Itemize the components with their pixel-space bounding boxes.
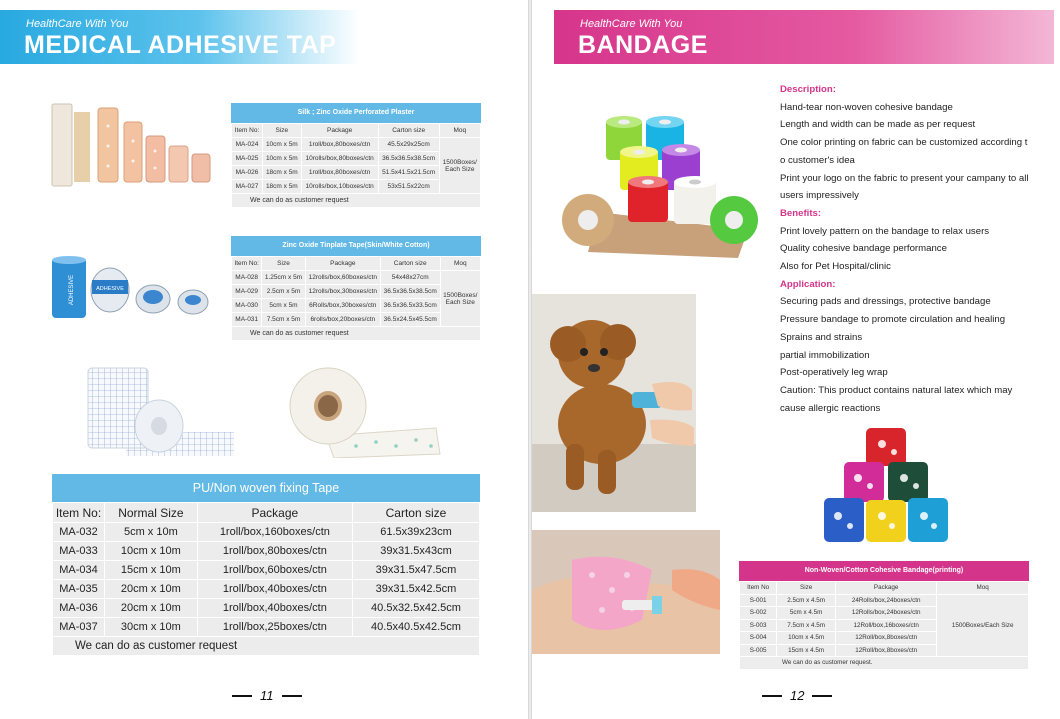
zinc-oxide-tape-photo (48, 254, 214, 320)
table-row (232, 271, 481, 285)
table-header: Item No: (232, 124, 263, 138)
printed-bandage-pyramid-photo (824, 426, 952, 546)
iv-hand-bandage-photo (532, 530, 720, 654)
page-number-text: 11 (260, 688, 274, 703)
moq-line: 1500Boxes/ (442, 158, 477, 166)
table-header: Package (301, 124, 378, 138)
table-header: Size (777, 582, 836, 595)
table-cell: 1roll/box,60boxes/ctn (197, 561, 352, 580)
table-cell: S-003 (740, 619, 777, 632)
dash-decor (762, 695, 782, 697)
table-cell: 45.5x29x25cm (378, 138, 439, 152)
text-line: partial immobilization (780, 349, 870, 361)
left-page-number (232, 688, 302, 703)
moq-cell (440, 271, 480, 327)
table-cell: 51.5x41.5x21.5cm (378, 166, 439, 180)
table-header: Moq (440, 257, 480, 271)
table-cell: 5cm x 10m (105, 523, 198, 542)
table-cell: 18cm x 5m (263, 180, 302, 194)
table-row (53, 580, 480, 599)
cohesive-table-caption: Non-Woven/Cotton Cohesive Bandage(printing) (739, 561, 1029, 581)
table-cell: MA-027 (232, 180, 263, 194)
table-cell: 10cm x 10m (105, 542, 198, 561)
left-tagline: HealthCare With You (26, 18, 129, 30)
table-note: We can do as customer request. (740, 657, 1029, 670)
text-line: Securing pads and dressings, protective bandage (780, 296, 991, 308)
table-header-row (232, 257, 481, 271)
table-cell: MA-034 (53, 561, 105, 580)
moq-line: 1500Boxes/ (443, 291, 478, 299)
table-cell: 5cm x 5m (262, 299, 305, 313)
table-row (740, 594, 1029, 607)
table-cell: S-001 (740, 594, 777, 607)
table-row (53, 542, 480, 561)
description-heading: Description: (780, 84, 836, 95)
page-number-text: 12 (790, 688, 805, 703)
text-line: Length and width can be made as per request (780, 119, 976, 131)
right-tagline: HealthCare With You (580, 18, 683, 30)
table-cell: 12Roll/box,8boxes/ctn (836, 644, 937, 657)
table-cell: MA-029 (232, 285, 262, 299)
text-line: Post-operatively leg wrap (780, 367, 888, 379)
table-cell: 6rolls/box,20boxes/ctn (305, 313, 380, 327)
table-cell: MA-032 (53, 523, 105, 542)
table-cell: 36.5x36.5x38.5cm (380, 285, 440, 299)
text-line: cause allergic reactions (780, 402, 881, 414)
table-cell: 12Rolls/box,24boxes/ctn (836, 607, 937, 620)
benefits-heading: Benefits: (780, 207, 822, 219)
table-cell: 39x31.5x47.5cm (352, 561, 479, 580)
pu-table-caption: PU/Non woven fixing Tape (52, 474, 480, 502)
moq-line: Each Size (445, 165, 475, 173)
table-cell: 36.5x36.5x33.5cm (380, 299, 440, 313)
table-note: We can do as customer request (232, 194, 481, 208)
table-cell: 7.5cm x 4.5m (777, 619, 836, 632)
non-woven-roll-photo (286, 366, 442, 458)
dash-decor (812, 695, 832, 697)
table-cell: 12rolls/box,60boxes/ctn (305, 271, 380, 285)
table-cell: 10cm x 4.5m (777, 632, 836, 645)
right-page (532, 0, 1060, 719)
table-cell: 10cm x 5m (263, 152, 302, 166)
pu-fixing-tape-table (52, 474, 480, 656)
left-banner (0, 10, 360, 64)
table-row (232, 138, 481, 152)
table-cell: 2.5cm x 5m (262, 285, 305, 299)
table-cell: 1roll/box,80boxes/ctn (197, 542, 352, 561)
table-cell: MA-030 (232, 299, 262, 313)
application-heading: Application: (780, 278, 836, 290)
table-cell: 54x48x27cm (380, 271, 440, 285)
table-cell: 10rolls/box,10boxes/ctn (301, 180, 378, 194)
zinc-tape-table (231, 236, 481, 341)
table-header: Package (836, 582, 937, 595)
table-cell: MA-036 (53, 599, 105, 618)
table-cell: 61.5x39x23cm (352, 523, 479, 542)
table-cell: S-002 (740, 607, 777, 620)
table-cell: 1.25cm x 5m (262, 271, 305, 285)
table-cell: MA-033 (53, 542, 105, 561)
table-cell: 39x31.5x42.5cm (352, 580, 479, 599)
table-note: We can do as customer request (232, 327, 481, 341)
table-cell: S-004 (740, 632, 777, 645)
moq-line: Each Size (445, 298, 475, 306)
right-page-number (762, 688, 832, 703)
dash-decor (232, 695, 252, 697)
table-header-row (232, 124, 481, 138)
table-cell: 15cm x 4.5m (777, 644, 836, 657)
bandage-description (780, 81, 1055, 417)
tin-label: ADHESIVE (96, 286, 124, 292)
table-cell: 10rolls/box,80boxes/ctn (301, 152, 378, 166)
table-cell: 40.5x40.5x42.5cm (352, 618, 479, 637)
table-cell: 36.5x24.5x45.5cm (380, 313, 440, 327)
table-cell: MA-031 (232, 313, 262, 327)
table-cell: MA-035 (53, 580, 105, 599)
table-header: Item No: (53, 503, 105, 523)
cohesive-bandage-table (739, 561, 1029, 670)
table-cell: MA-028 (232, 271, 262, 285)
text-line: Also for Pet Hospital/clinic (780, 261, 891, 273)
table-row (53, 561, 480, 580)
table-cell: 5cm x 4.5m (777, 607, 836, 620)
tin-label: ADHESIVE (69, 274, 75, 306)
table-cell: MA-024 (232, 138, 263, 152)
table-cell: 7.5cm x 5m (262, 313, 305, 327)
left-page (0, 0, 528, 719)
table-cell: 12Roll/box,16boxes/ctn (836, 619, 937, 632)
zinc-table-caption: Zinc Oxide Tinplate Tape(Skin/White Cotton) (231, 236, 481, 256)
table-cell: 1roll/box,80boxes/ctn (301, 138, 378, 152)
table-header: Package (305, 257, 380, 271)
table-header: Item No: (232, 257, 262, 271)
table-header: Moq (439, 124, 480, 138)
table-header: Carton size (378, 124, 439, 138)
moq-cell: 1500Boxes/Each Size (937, 594, 1029, 657)
table-cell: 10cm x 5m (263, 138, 302, 152)
table-cell: 1roll/box,25boxes/ctn (197, 618, 352, 637)
table-cell: 18cm x 5m (263, 166, 302, 180)
table-cell: 20cm x 10m (105, 580, 198, 599)
text-line: Print lovely pattern on the bandage to relax users (780, 225, 990, 237)
text-line: Sprains and strains (780, 331, 863, 343)
table-cell: 39x31.5x43cm (352, 542, 479, 561)
table-cell: MA-025 (232, 152, 263, 166)
table-cell: 12rolls/box,30boxes/ctn (305, 285, 380, 299)
colorful-bandage-rolls-photo (558, 112, 764, 262)
dog-with-bandage-photo (532, 294, 696, 512)
table-header: Size (263, 124, 302, 138)
table-header: Carton size (352, 503, 479, 523)
text-line: Hand-tear non-woven cohesive bandage (780, 101, 953, 113)
text-line: Print your logo on the fabric to present your campany to all (780, 172, 1029, 184)
table-cell: 20cm x 10m (105, 599, 198, 618)
table-header: Package (197, 503, 352, 523)
table-cell: MA-037 (53, 618, 105, 637)
table-cell: 1roll/box,80boxes/ctn (301, 166, 378, 180)
table-header-row (53, 503, 480, 523)
moq-cell (439, 138, 480, 194)
table-cell: 1roll/box,160boxes/ctn (197, 523, 352, 542)
text-line: o customer's idea (780, 154, 855, 166)
table-row (53, 618, 480, 637)
table-cell: 36.5x36.5x38.5cm (378, 152, 439, 166)
table-header: Size (262, 257, 305, 271)
table-header: Carton size (380, 257, 440, 271)
table-cell: 2.5cm x 4.5m (777, 594, 836, 607)
table-header: Normal Size (105, 503, 198, 523)
table-header: Moq (937, 582, 1029, 595)
table-note: We can do as customer request (53, 637, 480, 656)
right-title: BANDAGE (578, 31, 708, 59)
table-cell: 1roll/box,40boxes/ctn (197, 599, 352, 618)
table-cell: 12Roll/box,8boxes/ctn (836, 632, 937, 645)
table-row (53, 523, 480, 542)
table-cell: 24Rolls/box,24boxes/ctn (836, 594, 937, 607)
table-cell: 30cm x 10m (105, 618, 198, 637)
text-line: Pressure bandage to promote circulation and healing (780, 314, 1006, 326)
table-cell: MA-026 (232, 166, 263, 180)
table-row (53, 599, 480, 618)
right-banner (554, 10, 1054, 64)
silk-plaster-photo (48, 96, 216, 188)
silk-plaster-table (231, 103, 481, 208)
table-cell: 1roll/box,40boxes/ctn (197, 580, 352, 599)
table-cell: 15cm x 10m (105, 561, 198, 580)
table-cell: S-005 (740, 644, 777, 657)
text-line: One color printing on fabric can be customized according t (780, 137, 1028, 149)
text-line: Quality cohesive bandage performance (780, 243, 947, 255)
table-cell: 53x51.5x22cm (378, 180, 439, 194)
pu-grid-roll-photo (86, 366, 236, 458)
table-header: Item No (740, 582, 777, 595)
table-cell: 6Rolls/box,30boxes/ctn (305, 299, 380, 313)
silk-table-caption: Silk ; Zinc Oxide Perforated Plaster (231, 103, 481, 123)
text-line: users impressively (780, 190, 859, 202)
table-cell: 40.5x32.5x42.5cm (352, 599, 479, 618)
text-line: Caution: This product contains natural latex which may (780, 384, 1013, 396)
left-title: MEDICAL ADHESIVE TAP (24, 31, 337, 59)
dash-decor (282, 695, 302, 697)
table-header-row (740, 582, 1029, 595)
